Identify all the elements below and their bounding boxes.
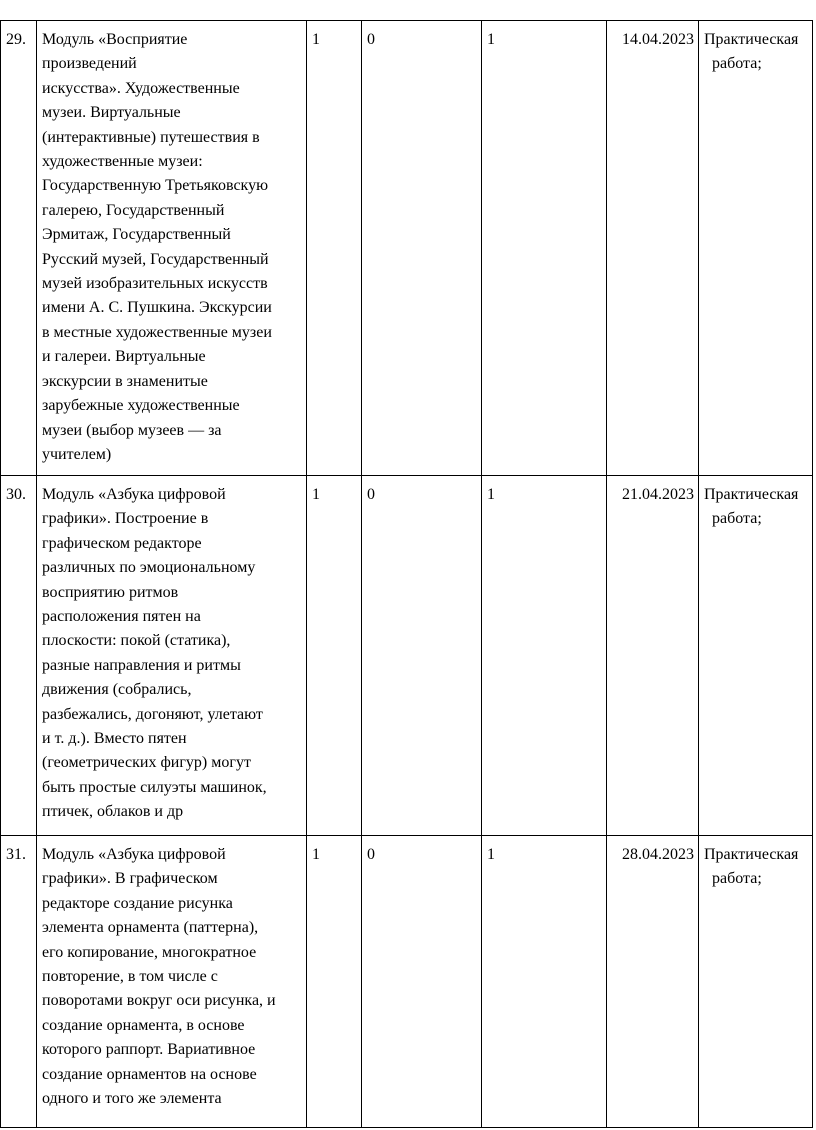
- lesson-date: 14.04.2023: [607, 21, 699, 476]
- lesson-date: 28.04.2023: [607, 836, 699, 1128]
- lesson-topic: [37, 836, 307, 1128]
- topic-line: Модуль «Азбука цифровой: [42, 486, 226, 503]
- topic-line: восприятию ритмов: [42, 583, 179, 601]
- topic-line: быть простые силуэты машинок,: [42, 778, 267, 796]
- topic-line: разные направления и ритмы: [42, 656, 241, 674]
- topic-line: и галереи. Виртуальные: [42, 348, 206, 366]
- lesson-plan-body: [1, 21, 813, 1128]
- topic-line: экскурсии в знаменитые: [42, 372, 208, 390]
- control-form-line: Практическая: [704, 846, 799, 863]
- lesson-topic: [37, 476, 307, 836]
- practical-hours: 1: [482, 21, 607, 476]
- topic-line: птичек, облаков и др: [42, 803, 184, 821]
- topic-line: музеи (выбор музеев — за: [42, 421, 222, 439]
- topic-line: повторение, в том числе с: [42, 968, 218, 986]
- topic-line: музей изобразительных искусств: [42, 275, 268, 293]
- topic-line: разбежались, догоняют, улетают: [42, 705, 263, 723]
- practical-hours: 1: [482, 836, 607, 1128]
- control-form-line: работа;: [712, 55, 762, 73]
- topic-line: музеи. Виртуальные: [42, 104, 181, 122]
- topic-line: его копирование, многократное: [42, 943, 257, 961]
- topic-line: зарубежные художественные: [42, 397, 240, 415]
- control-form-line: Практическая: [704, 486, 799, 503]
- control-form-line: Практическая: [704, 31, 799, 48]
- topic-line: Государственную Третьяковскую: [42, 177, 269, 195]
- topic-line: Модуль «Азбука цифровой: [42, 846, 226, 863]
- table-row: [1, 476, 813, 836]
- table-row: [1, 836, 813, 1128]
- topic-line: создание орнамента, в основе: [42, 1016, 245, 1034]
- total-hours: 1: [307, 476, 362, 836]
- control-hours: 0: [362, 476, 482, 836]
- topic-line: Модуль «Восприятие: [42, 31, 188, 48]
- total-hours: 1: [307, 836, 362, 1128]
- topic-line: Русский музей, Государственный: [42, 250, 269, 268]
- topic-line: плоскости: покой (статика),: [42, 632, 231, 650]
- topic-line: произведений: [42, 55, 137, 73]
- topic-line: одного и того же элемента: [42, 1090, 222, 1108]
- lesson-number: 30.: [1, 476, 37, 836]
- topic-line: и т. д.). Вместо пятен: [42, 730, 187, 748]
- lesson-plan-table: [0, 20, 813, 1128]
- topic-line: художественные музеи:: [42, 153, 203, 171]
- topic-line: имени А. С. Пушкина. Экскурсии: [42, 299, 272, 317]
- lesson-number: 31.: [1, 836, 37, 1128]
- control-form-line: работа;: [712, 510, 762, 528]
- topic-line: (интерактивные) путешествия в: [42, 128, 260, 146]
- lesson-number: 29.: [1, 21, 37, 476]
- topic-line: графическом редакторе: [42, 534, 202, 552]
- topic-line: графики». В графическом: [42, 870, 218, 888]
- lesson-date: 21.04.2023: [607, 476, 699, 836]
- topic-line: (геометрических фигур) могут: [42, 754, 251, 772]
- topic-line: различных по эмоциональному: [42, 559, 256, 577]
- table-row: [1, 21, 813, 476]
- topic-line: галерею, Государственный: [42, 201, 225, 219]
- lesson-topic: [37, 21, 307, 476]
- topic-line: искусства». Художественные: [42, 79, 240, 97]
- topic-line: расположения пятен на: [42, 608, 201, 626]
- control-hours: 0: [362, 836, 482, 1128]
- control-form-line: работа;: [712, 870, 762, 888]
- control-form: [699, 21, 813, 476]
- control-form: [699, 836, 813, 1128]
- topic-line: создание орнаментов на основе: [42, 1065, 257, 1083]
- control-hours: 0: [362, 21, 482, 476]
- topic-line: которого раппорт. Вариативное: [42, 1041, 256, 1059]
- topic-line: поворотами вокруг оси рисунка, и: [42, 992, 276, 1010]
- topic-line: движения (собрались,: [42, 681, 192, 699]
- topic-line: графики». Построение в: [42, 510, 209, 528]
- topic-line: учителем): [42, 445, 112, 463]
- total-hours: 1: [307, 21, 362, 476]
- topic-line: элемента орнамента (паттерна),: [42, 919, 259, 937]
- practical-hours: 1: [482, 476, 607, 836]
- control-form: [699, 476, 813, 836]
- topic-line: в местные художественные музеи: [42, 323, 272, 341]
- topic-line: Эрмитаж, Государственный: [42, 226, 231, 244]
- topic-line: редакторе создание рисунка: [42, 894, 233, 912]
